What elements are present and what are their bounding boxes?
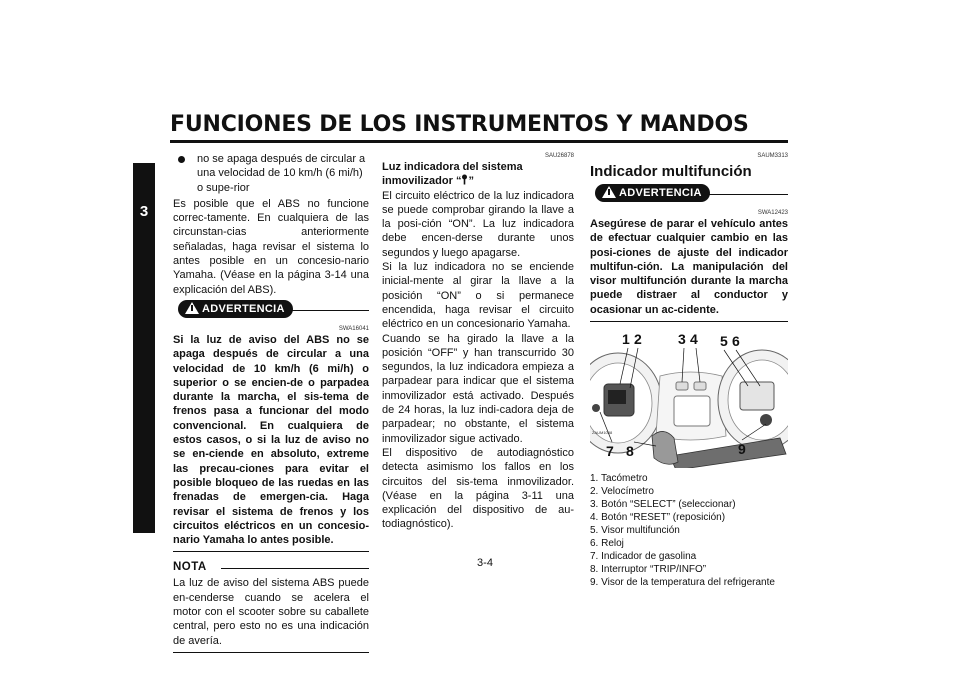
warning-rule <box>706 194 788 195</box>
legend-item: 6. Reloj <box>590 538 624 550</box>
warning-end-rule <box>173 551 369 552</box>
section-heading-line2 <box>382 174 574 188</box>
note-label: NOTA <box>173 561 207 574</box>
legend-item: 5. Visor multifunción <box>590 525 680 537</box>
warning-text: Si la luz de aviso del ABS no se apaga después de circular a una velocidad de 10 km/h (6 mi/h) o superior o se encien-de o parpadea durante la marcha, el sis-tema de frenos pasa a funcionar del modo convencional. En cualquiera de estos casos, o si la luz de aviso no se en-ciende en absoluto, extreme las precau-ciones para evitar el posible bloqueo de las ruedas en las frenadas de emergen-cia. Haga revisar el sistema de frenos y los circuitos eléctricos en un concesio-nario Yamaha lo antes posible. <box>173 333 369 547</box>
warning-label: ADVERTENCIA <box>619 187 702 199</box>
warning-badge <box>595 184 710 202</box>
figure-legend <box>590 472 788 589</box>
note-header <box>173 558 369 576</box>
paragraph: Si la luz indicadora no se enciende inicial-mente al girar la llave a la posición “ON” o si permanece encendida, haga revisar el circuito eléctrico en un concesionario Yamaha. <box>382 261 574 331</box>
heading-text-post: ” <box>468 175 474 188</box>
figure-code: ZAUM1088 <box>592 430 613 436</box>
warning-end-rule <box>590 321 788 322</box>
chapter-tab <box>133 163 155 533</box>
section-code: SAUM3313 <box>757 153 788 159</box>
list-item <box>173 152 369 195</box>
exclamation-icon <box>608 189 610 195</box>
paragraph: El circuito eléctrico de la luz indicadora se puede comprobar girando la llave a la posi-ción “ON”. La luz indicadora debe encen-derse durante unos segundos y luego apagarse. <box>382 189 574 259</box>
callout-9: 9 <box>738 441 746 458</box>
legend-item: 4. Botón “RESET” (reposición) <box>590 512 726 524</box>
legend-item: 1. Tacómetro <box>590 473 648 485</box>
section-code: SAU26878 <box>544 153 574 159</box>
bullet-text: no se apaga después de circular a una velocidad de 10 km/h (6 mi/h) o supe-rior <box>197 153 366 194</box>
exclamation-icon <box>191 305 193 311</box>
note-rule <box>221 568 369 569</box>
legend-item: 7. Indicador de gasolina <box>590 551 697 563</box>
bullet-icon <box>178 156 185 163</box>
legend-item: 2. Velocímetro <box>590 486 654 498</box>
instrument-figure <box>590 328 788 468</box>
legend-item: 8. Interruptor “TRIP/INFO” <box>590 564 707 576</box>
chapter-number: 3 <box>139 203 149 220</box>
paragraph: El dispositivo de autodiagnóstico detecta asimismo los fallos en los circuitos del sis-tema inmovilizador. (Véase en la página 3-11 una explicación del dispositivo de au-todiagnóstico). <box>382 446 574 531</box>
header-rule <box>170 140 788 143</box>
callout-7: 7 <box>606 443 614 460</box>
warning-code: SWA16041 <box>338 325 369 332</box>
warning-label: ADVERTENCIA <box>202 302 285 315</box>
callout-4: 4 <box>690 331 698 348</box>
column-middle <box>382 152 574 532</box>
warning-rule <box>289 310 369 311</box>
paragraph: Es posible que el ABS no funcione correc-tamente. En cualquiera de las circunstan-cias anteriormente señaladas, haga revisar el sistema lo antes posible en un concesio-nario Yamaha. (Véase en la página 3-14 una explicación del ABS). <box>173 197 369 296</box>
page-header-title: FUNCIONES DE LOS INSTRUMENTOS Y MANDOS <box>170 112 749 137</box>
paragraph: Cuando se ha girado la llave a la posición “OFF” y han transcurrido 30 segundos, la luz indicadora empieza a parpadear para indicar que el sistema inmovilizador está activado. Después de 24 horas, la luz indi-cadora deja de parpadear; no obstante, el sistema inmovilizador sigue activado. <box>382 332 574 445</box>
warning-code: SWA12423 <box>757 210 788 216</box>
warning-header <box>590 184 788 206</box>
callout-1: 1 <box>622 331 630 348</box>
heading-text-pre: inmovilizador “ <box>382 175 462 188</box>
page-number: 3-4 <box>477 557 493 569</box>
callout-3: 3 <box>678 331 686 348</box>
callout-5: 5 <box>720 333 728 350</box>
warning-text: Asegúrese de parar el vehículo antes de efectuar cualquier cambio en las posi-ciones de ajuste del indicador multifun-ción. La manipulación del visor multifunción durante la marcha puede distraer al conductor y ocasionar un ac-cidente. <box>590 218 788 316</box>
column-right <box>590 152 788 589</box>
section-title: Indicador multifunción <box>590 163 752 180</box>
column-left <box>173 152 369 653</box>
warning-badge <box>178 300 293 318</box>
note-end-rule <box>173 652 369 653</box>
instrument-illustration <box>590 328 788 468</box>
callout-2: 2 <box>634 331 642 348</box>
section-heading-line1: Luz indicadora del sistema <box>382 161 523 173</box>
note-text: La luz de aviso del sistema ABS puede en-cenderse cuando se acelera el motor con el scooter sobre su caballete central, pero esto no es una indicación de avería. <box>173 577 369 647</box>
warning-header <box>173 300 369 322</box>
callout-8: 8 <box>626 443 634 460</box>
legend-item: 3. Botón “SELECT” (seleccionar) <box>590 499 736 511</box>
section-heading <box>382 160 574 189</box>
legend-item: 9. Visor de la temperatura del refrigerante <box>590 577 775 589</box>
callout-6: 6 <box>732 333 740 350</box>
